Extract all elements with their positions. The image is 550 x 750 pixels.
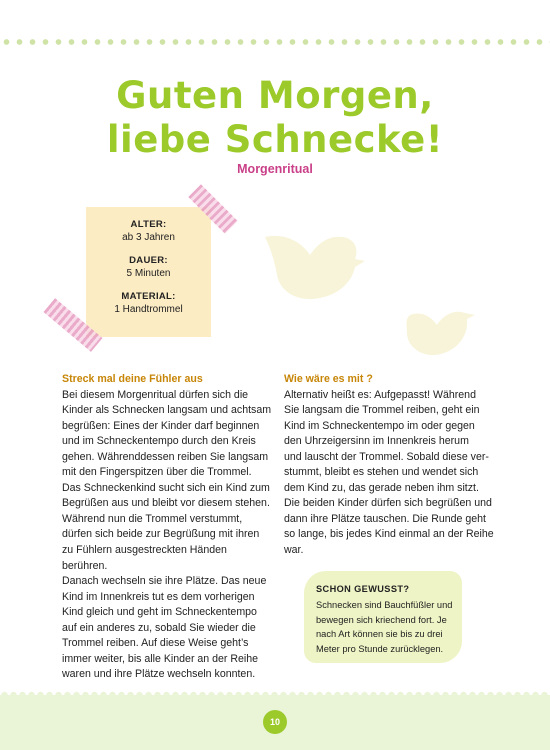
text-line: dem Kind zu, das gerade neben ihm sitzt. [284, 481, 479, 494]
left-column [62, 372, 272, 683]
text-line: immer weiter, bis alle Kinder an der Reihe [62, 652, 259, 665]
text-line: den Uhrzeigersinn im Innenkreis herum [284, 435, 469, 448]
text-line: Sie langsam die Trommel reiben, geht ein [284, 404, 480, 417]
tip-line: Schnecken sind Bauchfüßler und [316, 600, 453, 610]
info-age [86, 218, 211, 244]
text-line: dann ihre Plätze tauschen. Die Runde geht [284, 512, 487, 525]
text-line: begrüßen: Eines der Kinder darf beginnen [62, 419, 260, 432]
info-value: ab 3 Jahren [122, 232, 175, 243]
text-line: mit den Fingerspitzen über die Trommel. [62, 466, 252, 479]
bird-illustration [255, 215, 485, 365]
right-column [284, 372, 494, 559]
right-heading: Wie wäre es mit ? [284, 373, 373, 385]
text-line: Alternativ heißt es: Aufgepasst! Während [284, 388, 476, 401]
text-line: Danach wechseln sie ihre Plätze. Das neue [62, 575, 267, 588]
tip-label: SCHON GEWUSST? [316, 584, 410, 594]
tip-line: bewegen sich kriechend fort. Je [316, 614, 447, 625]
title-line-2: liebe Schnecke! [106, 118, 444, 161]
subtitle: Morgenritual [237, 162, 313, 176]
info-value: 1 Handtrommel [114, 304, 183, 315]
text-line: Während nun die Trommel verstummt, [62, 512, 243, 525]
tip-line: Meter pro Stunde zurücklegen. [316, 643, 444, 654]
text-line: auf ein anderes zu, sobald Sie wieder die [62, 621, 256, 634]
text-line: gehen. Währenddessen reiben Sie langsam [62, 450, 269, 463]
left-heading: Streck mal deine Fühler aus [62, 373, 203, 385]
text-line: Kind im Innenkreis tut es dem vorherigen [62, 590, 255, 603]
info-duration [86, 254, 211, 280]
page-title [0, 74, 550, 162]
tip-line: nach Art können sie bis zu drei [316, 629, 443, 639]
text-line: Kind gleich und geht im Schneckentempo [62, 606, 257, 619]
info-material [86, 290, 211, 316]
top-dot-border [0, 38, 550, 46]
text-line: Das Schneckenkind sucht sich ein Kind zum [62, 481, 270, 494]
info-label: ALTER: [130, 219, 167, 230]
text-line: dürfen sich beide zur Begrüßung mit ihren [62, 528, 260, 541]
text-line: und im Schneckentempo durch den Kreis [62, 435, 256, 448]
text-line: und lauscht der Trommel. Sobald diese ver- [284, 450, 489, 463]
text-line: zu Fühlern ausgestreckten Händen berühren. [62, 544, 227, 572]
text-line: Trommel reiben. Auf diese Weise geht’s [62, 637, 249, 650]
text-line: waren und ihre Plätze wechseln konnten. [62, 668, 256, 681]
text-line: Die beiden Kinder dürfen sich begrüßen und [284, 497, 492, 510]
text-line: Bei diesem Morgenritual dürfen sich die [62, 388, 249, 401]
info-value: 5 Minuten [126, 268, 171, 279]
info-label: MATERIAL: [121, 291, 176, 302]
title-line-1: Guten Morgen, [116, 74, 434, 117]
text-line: Kind im Schneckentempo im oder gegen [284, 419, 475, 432]
page-number: 10 [263, 710, 287, 734]
text-line: Begrüßen aus und bleibt vor diesem stehen. [62, 497, 270, 510]
tip-text [316, 598, 462, 656]
text-line: Kinder als Schnecken langsam und achtsam [62, 404, 272, 417]
text-line: so lange, bis jedes Kind einmal an der Reihe [284, 528, 494, 541]
info-label: DAUER: [129, 255, 168, 266]
text-line: war. [284, 544, 304, 557]
text-line: stummt, bleibt es stehen und wendet sich [284, 466, 479, 479]
